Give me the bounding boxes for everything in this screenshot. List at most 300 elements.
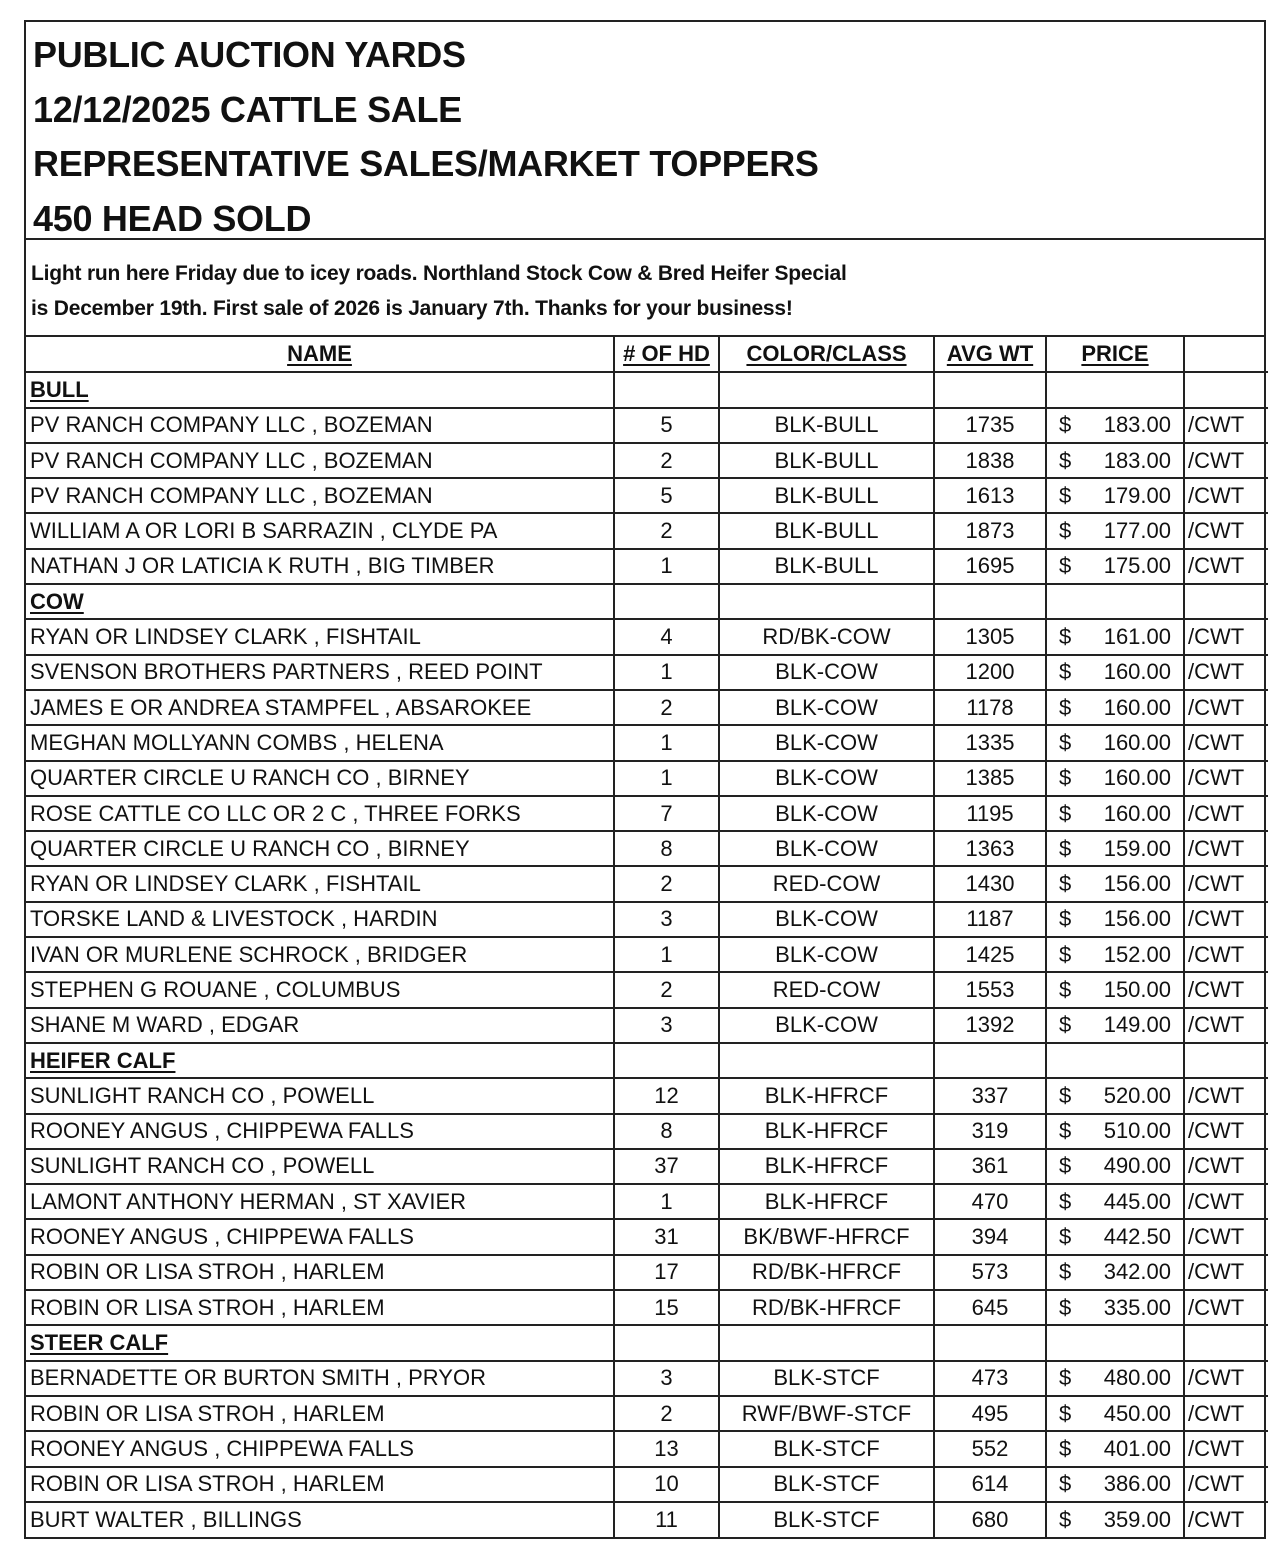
- empty-cell: [1184, 1043, 1268, 1078]
- price-value: 160.00: [1103, 729, 1171, 755]
- price-value: 183.00: [1103, 447, 1171, 473]
- sale-notes: [26, 240, 1264, 337]
- currency-symbol: $: [1059, 1259, 1072, 1285]
- price-cell: [1046, 478, 1184, 513]
- head-count: 4: [614, 619, 719, 654]
- price-value: 150.00: [1103, 976, 1171, 1002]
- color-class: RED-COW: [719, 972, 934, 1007]
- category-row: [26, 372, 1268, 407]
- currency-symbol: $: [1059, 1365, 1072, 1391]
- empty-cell: [934, 1325, 1046, 1360]
- table-row: [26, 937, 1268, 972]
- consignor-name: QUARTER CIRCLE U RANCH CO , BIRNEY: [26, 831, 614, 866]
- price-value: 179.00: [1103, 482, 1171, 508]
- price-wrap: [1051, 553, 1179, 579]
- price-cell: [1046, 831, 1184, 866]
- price-value: 342.00: [1103, 1259, 1171, 1285]
- price-value: 442.50: [1103, 1224, 1171, 1250]
- currency-symbol: $: [1059, 1118, 1072, 1144]
- color-class: BLK-BULL: [719, 513, 934, 548]
- column-header-row: [26, 337, 1268, 372]
- consignor-name: ROONEY ANGUS , CHIPPEWA FALLS: [26, 1431, 614, 1466]
- price-cell: [1046, 796, 1184, 831]
- column-header-price: PRICE: [1046, 337, 1184, 372]
- table-row: [26, 690, 1268, 725]
- consignor-name: LAMONT ANTHONY HERMAN , ST XAVIER: [26, 1184, 614, 1219]
- head-count: 3: [614, 1361, 719, 1396]
- note-line: Light run here Friday due to icey roads. Northland Stock Cow & Bred Heifer Special: [31, 262, 847, 285]
- table-row: [26, 619, 1268, 654]
- price-value: 480.00: [1103, 1365, 1171, 1391]
- consignor-name: RYAN OR LINDSEY CLARK , FISHTAIL: [26, 866, 614, 901]
- price-unit: /CWT: [1184, 690, 1268, 725]
- sale-date-title: 12/12/2025 CATTLE SALE: [33, 88, 462, 130]
- price-unit: /CWT: [1184, 478, 1268, 513]
- avg-weight: 1873: [934, 513, 1046, 548]
- price-value: 490.00: [1103, 1153, 1171, 1179]
- price-unit: /CWT: [1184, 549, 1268, 584]
- currency-symbol: $: [1059, 1400, 1072, 1426]
- head-count: 2: [614, 866, 719, 901]
- table-row: [26, 1431, 1268, 1466]
- currency-symbol: $: [1059, 1471, 1072, 1497]
- avg-weight: 495: [934, 1396, 1046, 1431]
- table-row: [26, 655, 1268, 690]
- avg-weight: 1385: [934, 761, 1046, 796]
- price-unit: /CWT: [1184, 1396, 1268, 1431]
- price-cell: [1046, 655, 1184, 690]
- price-wrap: [1051, 1118, 1179, 1144]
- head-count: 1: [614, 1184, 719, 1219]
- color-class: BLK-HFRCF: [719, 1184, 934, 1219]
- column-header-head-count: # OF HD: [614, 337, 719, 372]
- price-value: 359.00: [1103, 1506, 1171, 1532]
- price-unit: /CWT: [1184, 513, 1268, 548]
- price-wrap: [1051, 1083, 1179, 1109]
- table-row: [26, 443, 1268, 478]
- color-class: BLK-STCF: [719, 1361, 934, 1396]
- table-row: [26, 1361, 1268, 1396]
- table-row: [26, 1149, 1268, 1184]
- table-row: [26, 549, 1268, 584]
- color-class: BLK-BULL: [719, 408, 934, 443]
- price-value: 183.00: [1103, 412, 1171, 438]
- consignor-name: BERNADETTE OR BURTON SMITH , PRYOR: [26, 1361, 614, 1396]
- category-label: BULL: [30, 376, 89, 402]
- empty-cell: [1046, 1325, 1184, 1360]
- price-unit: /CWT: [1184, 725, 1268, 760]
- color-class: BLK-COW: [719, 937, 934, 972]
- sales-table-body: [26, 372, 1268, 1537]
- avg-weight: 1335: [934, 725, 1046, 760]
- avg-weight: 1200: [934, 655, 1046, 690]
- consignor-name: PV RANCH COMPANY LLC , BOZEMAN: [26, 408, 614, 443]
- price-cell: [1046, 619, 1184, 654]
- table-row: [26, 513, 1268, 548]
- price-value: 450.00: [1103, 1400, 1171, 1426]
- color-class: BLK-HFRCF: [719, 1078, 934, 1113]
- currency-symbol: $: [1059, 553, 1072, 579]
- price-cell: [1046, 1219, 1184, 1254]
- price-cell: [1046, 937, 1184, 972]
- price-value: 520.00: [1103, 1082, 1171, 1108]
- avg-weight: 680: [934, 1502, 1046, 1537]
- avg-weight: 1838: [934, 443, 1046, 478]
- consignor-name: SUNLIGHT RANCH CO , POWELL: [26, 1149, 614, 1184]
- price-value: 175.00: [1103, 553, 1171, 579]
- empty-cell: [1184, 1325, 1268, 1360]
- price-cell: [1046, 1502, 1184, 1537]
- table-row: [26, 761, 1268, 796]
- category-label: HEIFER CALF: [30, 1047, 176, 1073]
- price-cell: [1046, 1396, 1184, 1431]
- category-cell: [26, 372, 614, 407]
- price-unit: /CWT: [1184, 1008, 1268, 1043]
- column-header-color-class: COLOR/CLASS: [719, 337, 934, 372]
- color-class: BLK-COW: [719, 796, 934, 831]
- head-count: 1: [614, 761, 719, 796]
- consignor-name: MEGHAN MOLLYANN COMBS , HELENA: [26, 725, 614, 760]
- price-unit: /CWT: [1184, 655, 1268, 690]
- price-wrap: [1051, 942, 1179, 968]
- table-row: [26, 408, 1268, 443]
- price-cell: [1046, 1361, 1184, 1396]
- price-cell: [1046, 761, 1184, 796]
- avg-weight: 1735: [934, 408, 1046, 443]
- category-cell: [26, 1043, 614, 1078]
- empty-cell: [719, 1043, 934, 1078]
- currency-symbol: $: [1059, 765, 1072, 791]
- price-wrap: [1051, 1012, 1179, 1038]
- price-unit: /CWT: [1184, 866, 1268, 901]
- price-wrap: [1051, 624, 1179, 650]
- currency-symbol: $: [1059, 412, 1072, 438]
- consignor-name: SHANE M WARD , EDGAR: [26, 1008, 614, 1043]
- column-header-avg-weight: AVG WT: [934, 337, 1046, 372]
- price-wrap: [1051, 977, 1179, 1003]
- price-wrap: [1051, 730, 1179, 756]
- head-count: 1: [614, 549, 719, 584]
- currency-symbol: $: [1059, 871, 1072, 897]
- currency-symbol: $: [1059, 482, 1072, 508]
- consignor-name: IVAN OR MURLENE SCHROCK , BRIDGER: [26, 937, 614, 972]
- price-wrap: [1051, 1153, 1179, 1179]
- head-count: 15: [614, 1290, 719, 1325]
- color-class: BK/BWF-HFRCF: [719, 1219, 934, 1254]
- price-value: 335.00: [1103, 1294, 1171, 1320]
- color-class: BLK-STCF: [719, 1467, 934, 1502]
- currency-symbol: $: [1059, 941, 1072, 967]
- price-cell: [1046, 902, 1184, 937]
- price-wrap: [1051, 448, 1179, 474]
- table-row: [26, 1078, 1268, 1113]
- currency-symbol: $: [1059, 447, 1072, 473]
- empty-cell: [1184, 584, 1268, 619]
- color-class: BLK-COW: [719, 725, 934, 760]
- note-line: is December 19th. First sale of 2026 is January 7th. Thanks for your business!: [31, 297, 793, 320]
- empty-cell: [719, 584, 934, 619]
- head-count: 17: [614, 1255, 719, 1290]
- table-row: [26, 1290, 1268, 1325]
- consignor-name: ROBIN OR LISA STROH , HARLEM: [26, 1396, 614, 1431]
- table-row: [26, 902, 1268, 937]
- empty-cell: [934, 584, 1046, 619]
- avg-weight: 614: [934, 1467, 1046, 1502]
- consignor-name: WILLIAM A OR LORI B SARRAZIN , CLYDE PA: [26, 513, 614, 548]
- price-unit: /CWT: [1184, 1078, 1268, 1113]
- price-value: 160.00: [1103, 694, 1171, 720]
- color-class: RD/BK-HFRCF: [719, 1290, 934, 1325]
- table-row: [26, 1008, 1268, 1043]
- price-cell: [1046, 549, 1184, 584]
- price-wrap: [1051, 906, 1179, 932]
- table-row: [26, 1255, 1268, 1290]
- avg-weight: 337: [934, 1078, 1046, 1113]
- color-class: BLK-STCF: [719, 1502, 934, 1537]
- head-count: 2: [614, 972, 719, 1007]
- category-row: [26, 1325, 1268, 1360]
- avg-weight: 1187: [934, 902, 1046, 937]
- price-wrap: [1051, 518, 1179, 544]
- price-cell: [1046, 1008, 1184, 1043]
- price-value: 160.00: [1103, 659, 1171, 685]
- price-wrap: [1051, 412, 1179, 438]
- table-row: [26, 1184, 1268, 1219]
- head-count: 5: [614, 478, 719, 513]
- price-value: 152.00: [1103, 941, 1171, 967]
- avg-weight: 1305: [934, 619, 1046, 654]
- table-row: [26, 1467, 1268, 1502]
- consignor-name: QUARTER CIRCLE U RANCH CO , BIRNEY: [26, 761, 614, 796]
- color-class: BLK-BULL: [719, 549, 934, 584]
- price-unit: /CWT: [1184, 1149, 1268, 1184]
- price-cell: [1046, 408, 1184, 443]
- price-cell: [1046, 972, 1184, 1007]
- head-count: 13: [614, 1431, 719, 1466]
- price-value: 160.00: [1103, 800, 1171, 826]
- consignor-name: ROONEY ANGUS , CHIPPEWA FALLS: [26, 1114, 614, 1149]
- color-class: BLK-COW: [719, 761, 934, 796]
- price-unit: /CWT: [1184, 1467, 1268, 1502]
- auction-report: [24, 20, 1266, 1539]
- color-class: BLK-HFRCF: [719, 1149, 934, 1184]
- consignor-name: SUNLIGHT RANCH CO , POWELL: [26, 1078, 614, 1113]
- category-cell: [26, 1325, 614, 1360]
- price-unit: /CWT: [1184, 902, 1268, 937]
- head-count: 5: [614, 408, 719, 443]
- category-row: [26, 584, 1268, 619]
- head-count: 10: [614, 1467, 719, 1502]
- head-count: 2: [614, 513, 719, 548]
- currency-symbol: $: [1059, 800, 1072, 826]
- avg-weight: 361: [934, 1149, 1046, 1184]
- head-count: 8: [614, 1114, 719, 1149]
- currency-symbol: $: [1059, 1082, 1072, 1108]
- color-class: RED-COW: [719, 866, 934, 901]
- price-cell: [1046, 513, 1184, 548]
- consignor-name: STEPHEN G ROUANE , COLUMBUS: [26, 972, 614, 1007]
- price-unit: /CWT: [1184, 1290, 1268, 1325]
- avg-weight: 470: [934, 1184, 1046, 1219]
- price-unit: /CWT: [1184, 1184, 1268, 1219]
- price-cell: [1046, 1149, 1184, 1184]
- yard-name: PUBLIC AUCTION YARDS: [33, 34, 466, 75]
- price-wrap: [1051, 1259, 1179, 1285]
- avg-weight: 1695: [934, 549, 1046, 584]
- category-row: [26, 1043, 1268, 1078]
- price-cell: [1046, 1255, 1184, 1290]
- currency-symbol: $: [1059, 1188, 1072, 1214]
- color-class: BLK-COW: [719, 690, 934, 725]
- currency-symbol: $: [1059, 624, 1072, 650]
- color-class: BLK-STCF: [719, 1431, 934, 1466]
- currency-symbol: $: [1059, 835, 1072, 861]
- empty-cell: [1046, 1043, 1184, 1078]
- column-header-name: NAME: [26, 337, 614, 372]
- color-class: BLK-BULL: [719, 478, 934, 513]
- empty-cell: [1046, 372, 1184, 407]
- price-unit: /CWT: [1184, 937, 1268, 972]
- consignor-name: RYAN OR LINDSEY CLARK , FISHTAIL: [26, 619, 614, 654]
- price-wrap: [1051, 765, 1179, 791]
- empty-cell: [1046, 584, 1184, 619]
- price-wrap: [1051, 1507, 1179, 1533]
- avg-weight: 1392: [934, 1008, 1046, 1043]
- currency-symbol: $: [1059, 1294, 1072, 1320]
- report-subtitle: REPRESENTATIVE SALES/MARKET TOPPERS: [33, 143, 819, 184]
- consignor-name: ROBIN OR LISA STROH , HARLEM: [26, 1290, 614, 1325]
- price-cell: [1046, 1114, 1184, 1149]
- currency-symbol: $: [1059, 976, 1072, 1002]
- price-cell: [1046, 443, 1184, 478]
- table-row: [26, 1396, 1268, 1431]
- price-unit: /CWT: [1184, 1361, 1268, 1396]
- currency-symbol: $: [1059, 1012, 1072, 1038]
- currency-symbol: $: [1059, 694, 1072, 720]
- price-wrap: [1051, 483, 1179, 509]
- column-header-unit: [1184, 337, 1268, 372]
- table-row: [26, 1114, 1268, 1149]
- price-unit: /CWT: [1184, 972, 1268, 1007]
- avg-weight: 1195: [934, 796, 1046, 831]
- currency-symbol: $: [1059, 906, 1072, 932]
- price-cell: [1046, 690, 1184, 725]
- consignor-name: SVENSON BROTHERS PARTNERS , REED POINT: [26, 655, 614, 690]
- price-wrap: [1051, 659, 1179, 685]
- table-row: [26, 972, 1268, 1007]
- color-class: BLK-COW: [719, 1008, 934, 1043]
- head-count: 1: [614, 655, 719, 690]
- color-class: BLK-COW: [719, 831, 934, 866]
- price-value: 445.00: [1103, 1188, 1171, 1214]
- color-class: RD/BK-COW: [719, 619, 934, 654]
- price-wrap: [1051, 1401, 1179, 1427]
- consignor-name: PV RANCH COMPANY LLC , BOZEMAN: [26, 478, 614, 513]
- price-value: 510.00: [1103, 1118, 1171, 1144]
- head-count: 2: [614, 443, 719, 478]
- price-value: 149.00: [1103, 1012, 1171, 1038]
- color-class: BLK-BULL: [719, 443, 934, 478]
- price-value: 386.00: [1103, 1471, 1171, 1497]
- price-unit: /CWT: [1184, 619, 1268, 654]
- currency-symbol: $: [1059, 729, 1072, 755]
- price-wrap: [1051, 801, 1179, 827]
- consignor-name: TORSKE LAND & LIVESTOCK , HARDIN: [26, 902, 614, 937]
- empty-cell: [614, 584, 719, 619]
- head-count: 1: [614, 725, 719, 760]
- table-row: [26, 796, 1268, 831]
- consignor-name: JAMES E OR ANDREA STAMPFEL , ABSAROKEE: [26, 690, 614, 725]
- currency-symbol: $: [1059, 1506, 1072, 1532]
- empty-cell: [614, 372, 719, 407]
- head-sold-count: 450 HEAD SOLD: [33, 197, 312, 239]
- head-count: 12: [614, 1078, 719, 1113]
- price-wrap: [1051, 1224, 1179, 1250]
- head-count: 7: [614, 796, 719, 831]
- report-header: [26, 22, 1264, 240]
- price-unit: /CWT: [1184, 443, 1268, 478]
- avg-weight: 1178: [934, 690, 1046, 725]
- price-value: 160.00: [1103, 765, 1171, 791]
- color-class: BLK-COW: [719, 902, 934, 937]
- price-wrap: [1051, 1365, 1179, 1391]
- empty-cell: [1184, 372, 1268, 407]
- price-cell: [1046, 1184, 1184, 1219]
- head-count: 1: [614, 937, 719, 972]
- head-count: 2: [614, 1396, 719, 1431]
- price-value: 159.00: [1103, 835, 1171, 861]
- price-cell: [1046, 1431, 1184, 1466]
- table-row: [26, 1219, 1268, 1254]
- head-count: 2: [614, 690, 719, 725]
- category-label: STEER CALF: [30, 1329, 169, 1355]
- consignor-name: NATHAN J OR LATICIA K RUTH , BIG TIMBER: [26, 549, 614, 584]
- price-wrap: [1051, 1436, 1179, 1462]
- avg-weight: 1613: [934, 478, 1046, 513]
- price-wrap: [1051, 1189, 1179, 1215]
- head-count: 11: [614, 1502, 719, 1537]
- head-count: 3: [614, 1008, 719, 1043]
- consignor-name: ROBIN OR LISA STROH , HARLEM: [26, 1467, 614, 1502]
- price-wrap: [1051, 871, 1179, 897]
- price-wrap: [1051, 695, 1179, 721]
- table-row: [26, 866, 1268, 901]
- head-count: 3: [614, 902, 719, 937]
- table-row: [26, 725, 1268, 760]
- price-unit: /CWT: [1184, 408, 1268, 443]
- price-unit: /CWT: [1184, 796, 1268, 831]
- price-unit: /CWT: [1184, 1255, 1268, 1290]
- head-count: 37: [614, 1149, 719, 1184]
- avg-weight: 319: [934, 1114, 1046, 1149]
- price-unit: /CWT: [1184, 831, 1268, 866]
- currency-symbol: $: [1059, 1224, 1072, 1250]
- price-cell: [1046, 1290, 1184, 1325]
- sales-table: [26, 337, 1268, 1537]
- empty-cell: [934, 372, 1046, 407]
- price-unit: /CWT: [1184, 1431, 1268, 1466]
- empty-cell: [719, 372, 934, 407]
- avg-weight: 1553: [934, 972, 1046, 1007]
- price-cell: [1046, 1467, 1184, 1502]
- consignor-name: PV RANCH COMPANY LLC , BOZEMAN: [26, 443, 614, 478]
- consignor-name: ROBIN OR LISA STROH , HARLEM: [26, 1255, 614, 1290]
- color-class: RD/BK-HFRCF: [719, 1255, 934, 1290]
- avg-weight: 645: [934, 1290, 1046, 1325]
- consignor-name: ROONEY ANGUS , CHIPPEWA FALLS: [26, 1219, 614, 1254]
- avg-weight: 573: [934, 1255, 1046, 1290]
- price-unit: /CWT: [1184, 1219, 1268, 1254]
